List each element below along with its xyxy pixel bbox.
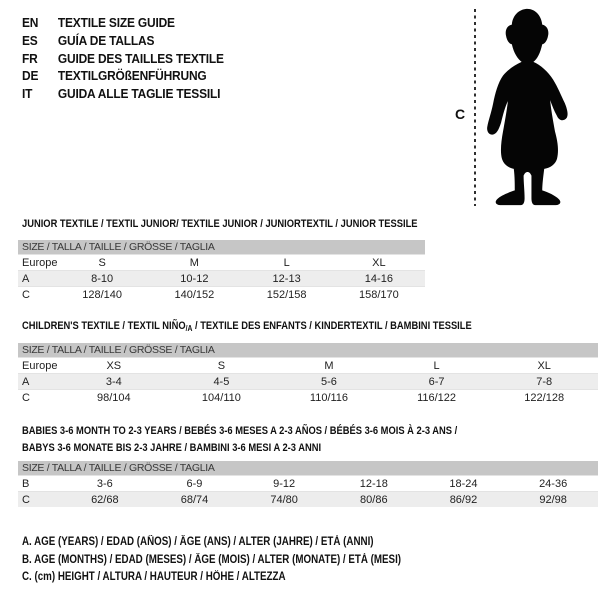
value-cell: M	[324, 359, 334, 372]
value-cell: 3-4	[105, 375, 122, 388]
size-table	[18, 343, 598, 405]
table-title-segment: /A	[185, 324, 193, 333]
children-size-table	[18, 343, 598, 405]
value-cell: 140/152	[174, 288, 215, 301]
language-title: GUIDA ALLE TAGLIE TESSILI	[57, 86, 221, 102]
value-cell: 86/92	[449, 493, 478, 506]
size-table-header-row	[18, 461, 598, 476]
size-table	[18, 240, 425, 302]
legend-line: B. AGE (MONTHS) / EDAD (MESES) / ÂGE (MOIS) / ALTER (MONATE) / ETÀ (MESI)	[22, 553, 402, 566]
row-label-cell: C	[22, 391, 30, 404]
language-list	[22, 14, 241, 103]
value-cell: XS	[106, 359, 122, 372]
language-row	[22, 32, 224, 50]
value-cell: 80/86	[360, 493, 388, 506]
value-cell: 12-13	[272, 272, 301, 285]
baby-silhouette-icon	[482, 5, 576, 211]
value-cell: 62/68	[91, 493, 119, 506]
value-cell: 152/158	[266, 288, 307, 301]
junior-table-title	[22, 216, 418, 233]
value-cell: S	[217, 359, 226, 372]
value-cell: 74/80	[270, 493, 298, 506]
language-code: EN	[22, 15, 39, 30]
value-cell: 5-6	[321, 375, 337, 388]
value-cell: M	[189, 256, 199, 269]
table-row	[18, 492, 598, 508]
language-code: DE	[22, 68, 39, 84]
row-label-cell: C	[22, 493, 30, 506]
table-title-line	[22, 423, 457, 440]
table-title-line	[22, 216, 418, 233]
value-cell: 92/98	[539, 493, 567, 506]
table-row	[18, 271, 425, 287]
language-row	[22, 85, 224, 103]
value-cell: 116/122	[417, 391, 457, 404]
value-cell: 8-10	[91, 272, 114, 285]
table-title-segment: JUNIOR TEXTILE / TEXTIL JUNIOR/ TEXTILE JUNIOR / JUNIORTEXTIL / JUNIOR TESSILE	[22, 218, 418, 230]
value-cell: 9-12	[273, 477, 296, 490]
table-title-line	[22, 318, 472, 338]
language-code: IT	[22, 86, 33, 102]
table-title-segment: CHILDREN'S TEXTILE / TEXTIL NIÑO	[22, 320, 186, 332]
language-row	[22, 50, 224, 68]
language-title: TEXTILE SIZE GUIDE	[57, 15, 175, 30]
value-cell: 10-12	[180, 272, 209, 285]
value-cell: 6-9	[186, 477, 203, 490]
language-title: GUÍA DE TALLAS	[57, 32, 155, 48]
value-cell: 68/74	[180, 493, 209, 506]
babies-size-table	[18, 461, 598, 507]
value-cell: 6-7	[428, 375, 445, 388]
table-row	[18, 374, 598, 390]
size-table-header: SIZE / TALLA / TAILLE / GRÖSSE / TAGLIA	[18, 461, 598, 476]
language-title: GUIDE DES TAILLES TEXTILE	[57, 50, 224, 66]
language-code: ES	[22, 32, 38, 48]
size-table-header-row	[18, 343, 598, 358]
value-cell: L	[283, 256, 290, 269]
legend-line: C. (cm) HEIGHT / ALTURA / HAUTEUR / HÖHE / ALTEZZA	[22, 571, 286, 584]
value-cell: 7-8	[536, 375, 553, 388]
value-cell: 18-24	[449, 477, 478, 490]
table-row	[18, 255, 425, 271]
size-table	[18, 461, 598, 507]
table-row	[18, 287, 425, 303]
language-row	[22, 67, 224, 85]
value-cell: L	[433, 359, 440, 372]
value-cell: 12-18	[359, 477, 388, 490]
value-cell: 110/116	[309, 391, 349, 404]
table-title-segment: BABIES 3-6 MONTH TO 2-3 YEARS / BEBÉS 3-6 MESES A 2-3 AÑOS / BÉBÉS 3-6 MOIS À 2-3 ANS /	[22, 425, 458, 437]
value-cell: 104/110	[201, 391, 241, 404]
legend-line: A. AGE (YEARS) / EDAD (AÑOS) / ÂGE (ANS) / ALTER (JAHRE) / ETÀ (ANNI)	[22, 536, 374, 548]
table-row	[18, 390, 598, 406]
legend	[22, 534, 468, 587]
table-title-segment: BABYS 3-6 MONATE BIS 2-3 JAHRE / BAMBINI 3-6 MESI A 2-3 ANNI	[22, 441, 322, 454]
row-label-cell: Europe	[22, 359, 58, 372]
height-measure-dotted-line	[474, 9, 476, 206]
value-cell: 128/140	[82, 288, 122, 301]
value-cell: 98/104	[96, 391, 131, 404]
row-label-cell: A	[22, 375, 30, 388]
size-table-header: SIZE / TALLA / TAILLE / GRÖSSE / TAGLIA	[18, 240, 425, 255]
value-cell: 4-5	[213, 375, 230, 388]
value-cell: XL	[537, 359, 551, 372]
value-cell: S	[98, 256, 106, 269]
figure-height-label: C	[455, 106, 466, 122]
language-code: FR	[22, 50, 38, 66]
value-cell: 24-36	[539, 477, 568, 490]
row-label-cell: C	[22, 288, 30, 301]
junior-size-table	[18, 240, 425, 302]
table-title-line	[22, 440, 457, 457]
language-title: TEXTILGRÖßENFÜHRUNG	[57, 68, 207, 84]
value-cell: 158/170	[358, 288, 399, 301]
babies-table-title	[22, 423, 457, 456]
value-cell: 3-6	[96, 477, 113, 490]
size-table-header-row	[18, 240, 425, 255]
table-row	[18, 476, 598, 492]
size-table-header: SIZE / TALLA / TAILLE / GRÖSSE / TAGLIA	[18, 343, 598, 358]
baby-silhouette-shape	[487, 9, 567, 205]
table-title-segment: / TEXTILE DES ENFANTS / KINDERTEXTIL / BAMBINI TESSILE	[192, 320, 472, 332]
row-label-cell: A	[22, 272, 30, 285]
row-label-cell: Europe	[22, 256, 58, 269]
row-label-cell: B	[22, 477, 30, 490]
value-cell: XL	[372, 256, 386, 269]
table-row	[18, 358, 598, 374]
value-cell: 14-16	[364, 272, 393, 285]
children-table-title	[22, 318, 472, 338]
language-row	[22, 14, 224, 32]
value-cell: 122/128	[524, 391, 565, 404]
